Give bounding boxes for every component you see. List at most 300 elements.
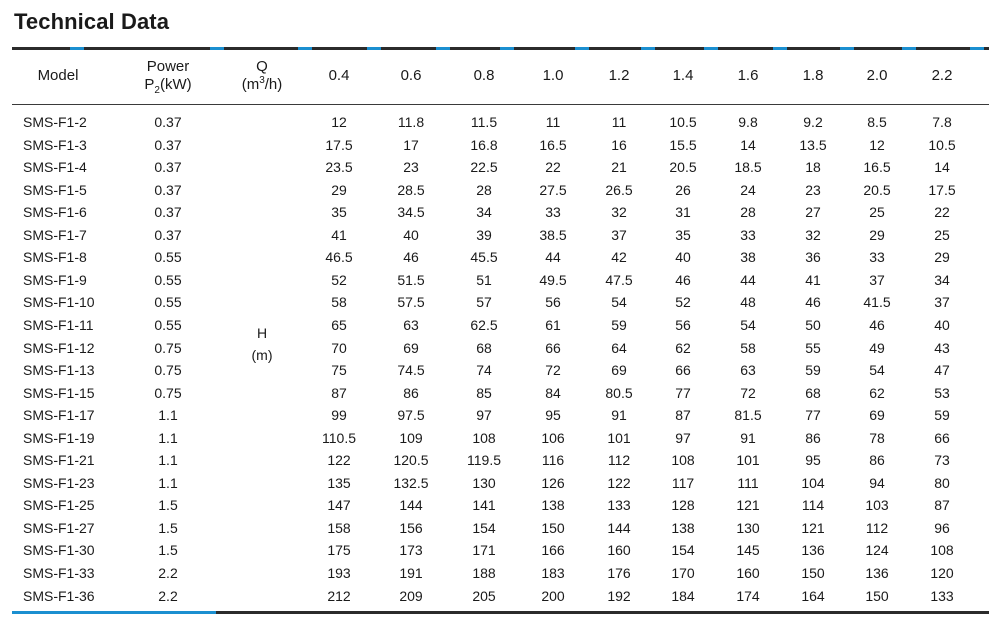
head-cell: 193 [327,565,351,581]
head-cell: 145 [736,542,760,559]
head-cell: 192 [607,587,631,604]
head-cell: 22.5 [470,159,498,176]
head-cell: 28 [740,204,756,221]
head-cell: 12 [331,114,347,130]
head-cell: 14 [934,159,950,176]
header-flow: 2.0 [866,67,888,84]
head-cell: 87 [675,407,691,424]
model-cell: SMS-F1-2 [23,114,87,130]
head-cell: 63 [403,316,419,333]
power-cell: 1.5 [158,519,178,536]
head-cell: 150 [865,587,889,604]
head-cell: 138 [671,519,695,536]
head-cell: 20.5 [863,181,891,198]
head-cell: 120.5 [393,452,429,469]
power-cell: 0.75 [154,339,182,356]
power-cell: 1.1 [158,474,178,491]
head-cell: 11.5 [470,114,498,130]
head-cell: 121 [801,519,825,536]
head-cell: 94 [869,474,885,491]
head-cell: 156 [399,519,423,536]
head-cell: 132.5 [393,474,429,491]
head-cell: 48 [740,294,756,311]
header-q-unit: $(m^3/h)$ [241,75,283,93]
head-cell: 59 [611,316,627,333]
head-cell: 34 [934,271,950,288]
head-cell: 54 [869,362,885,379]
table-bottom-accent [12,611,216,614]
power-cell: 1.1 [158,429,178,446]
header-flow: 1.2 [608,67,630,84]
head-cell: 40 [403,226,419,243]
head-cell: 65 [331,316,347,333]
head-cell: 74.5 [397,362,425,379]
head-cell: 11 [611,114,627,130]
head-cell: 7.8 [932,114,952,130]
model-cell: SMS-F1-23 [23,474,95,491]
head-cell: 42 [611,249,627,266]
header-flow: 1.0 [542,67,564,84]
head-cell: 37 [611,226,627,243]
head-cell: 87 [934,497,950,514]
head-cell: 184 [671,587,695,604]
head-cell: 58 [740,339,756,356]
power-cell: 0.37 [154,114,182,130]
model-cell: SMS-F1-7 [23,226,87,243]
head-cell: 35 [675,226,691,243]
head-cell: 154 [472,519,496,536]
head-cell: 33 [869,249,885,266]
head-cell: 111 [737,474,759,491]
head-cell: 14 [740,136,756,153]
head-cell: 8.5 [867,114,887,130]
head-cell: 133 [930,587,954,604]
head-cell: 205 [472,587,496,604]
head-cell: 136 [865,565,889,581]
head-cell: 57 [476,294,492,311]
head-cell: 54 [611,294,627,311]
head-cell: 174 [736,587,760,604]
head-cell: 77 [675,384,691,401]
header-power-unit: $P_2(kW)$ [144,76,192,96]
power-cell: 0.55 [154,294,182,311]
head-cell: 63 [740,362,756,379]
header-power-label: Power [146,58,190,75]
model-cell: SMS-F1-30 [23,542,95,559]
head-cell: 35 [331,204,347,221]
head-cell: 56 [675,316,691,333]
header-q-label: Q [256,58,268,75]
accent-tick [298,47,312,50]
head-cell: 130 [472,474,496,491]
head-cell: 110.5 [322,429,356,446]
model-cell: SMS-F1-9 [23,271,87,288]
head-cell: 34.5 [397,204,425,221]
head-cell: 44 [545,249,561,266]
model-cell: SMS-F1-21 [23,452,95,469]
head-cell: 173 [399,542,423,559]
head-cell: 41 [805,271,821,288]
power-cell: 1.1 [158,407,178,424]
head-cell: 36 [805,249,821,266]
head-cell: 29 [331,181,347,198]
head-unit-label [252,322,273,366]
head-cell: 52 [675,294,691,311]
power-cell: 0.55 [154,271,182,288]
head-cell: 114 [801,497,825,514]
head-cell: 22 [545,159,561,176]
power-cell: 2.2 [158,587,178,604]
head-cell: 37 [934,294,950,311]
head-cell: 86 [869,452,885,469]
head-cell: 80 [934,474,950,491]
head-cell: 45.5 [470,249,498,266]
head-cell: 16.8 [470,136,498,153]
power-cell: 0.37 [154,204,182,221]
model-cell: SMS-F1-3 [23,136,87,153]
head-cell: 17.5 [325,136,353,153]
power-cell: 0.75 [154,384,182,401]
accent-tick [70,47,84,50]
power-cell: 0.37 [154,159,182,176]
header-flow: 0.8 [473,67,495,84]
head-cell: 58 [331,294,347,311]
head-cell: 144 [607,519,631,536]
head-unit: (m) [251,347,273,363]
head-cell: 200 [541,587,565,604]
power-cell: 0.37 [154,226,182,243]
head-cell: 144 [399,497,423,514]
power-cell: 1.5 [158,497,178,514]
head-cell: 47 [934,362,950,379]
head-cell: 99 [331,407,347,424]
head-cell: 32 [805,226,821,243]
head-cell: 176 [607,565,631,581]
head-cell: 53 [934,384,950,401]
head-cell: 64 [611,339,627,356]
model-cell: SMS-F1-13 [23,362,95,379]
head-cell: 171 [472,542,496,559]
head-cell: 91 [740,429,756,446]
head-cell: 160 [607,542,631,559]
head-cell: 95 [545,407,561,424]
head-cell: 34 [476,204,492,221]
head-cell: 33 [545,204,561,221]
head-cell: 69 [611,362,627,379]
head-cell: 154 [671,542,695,559]
model-cell: SMS-F1-27 [23,519,95,536]
head-cell: 50 [805,316,821,333]
head-cell: 40 [675,249,691,266]
head-cell: 150 [541,519,565,536]
head-cell: 86 [805,429,821,446]
head-cell: 130 [736,519,760,536]
header-flow: 2.2 [931,67,953,84]
head-cell: 10.5 [669,114,697,130]
head-cell: 104 [801,474,825,491]
head-cell: 17.5 [928,181,956,198]
header-power [128,58,208,94]
head-cell: 56 [545,294,561,311]
head-cell: 97 [675,429,691,446]
head-cell: 158 [327,519,351,536]
power-cell: 0.37 [154,136,182,153]
head-cell: 18.5 [734,159,762,176]
accent-tick [840,47,854,50]
head-cell: 43 [934,339,950,356]
head-cell: 126 [541,474,565,491]
head-cell: 122 [327,452,351,469]
model-cell: SMS-F1-36 [23,587,95,604]
head-cell: 183 [541,565,565,581]
head-cell: 72 [545,362,561,379]
head-cell: 12 [869,136,885,153]
head-cell: 9.2 [803,114,823,130]
power-cell: 0.55 [154,316,182,333]
head-cell: 52 [331,271,347,288]
head-cell: 95 [805,452,821,469]
header-flow: 1.4 [672,67,694,84]
head-cell: 15.5 [669,136,697,153]
head-cell: 108 [472,429,496,446]
head-cell: 85 [476,384,492,401]
head-cell: 77 [805,407,821,424]
header-flow: 1.8 [802,67,824,84]
head-cell: 191 [399,565,423,581]
head-cell: 13.5 [799,136,827,153]
head-cell: 32 [611,204,627,221]
head-cell: 122 [607,474,631,491]
head-cell: 22 [934,204,950,221]
head-cell: 121 [736,497,760,514]
head-cell: 51 [476,271,492,288]
accent-tick [367,47,381,50]
power-cell: 1.1 [158,452,178,469]
power-cell: 1.5 [158,542,178,559]
header-q [222,58,302,94]
head-cell: 72 [740,384,756,401]
head-cell: 18 [805,159,821,176]
head-cell: 108 [671,452,695,469]
head-cell: 24 [740,181,756,198]
head-cell: 59 [805,362,821,379]
head-cell: 46.5 [325,249,353,266]
header-flow: 1.6 [737,67,759,84]
power-cell: 0.55 [154,249,182,266]
head-cell: 23.5 [325,159,353,176]
head-cell: 188 [472,565,496,581]
head-cell: 11 [545,114,561,130]
head-cell: 97 [476,407,492,424]
head-cell: 86 [403,384,419,401]
head-cell: 73 [934,452,950,469]
header-divider [12,104,989,105]
head-cell: 147 [327,497,351,514]
head-cell: 101 [736,452,760,469]
head-cell: 28 [476,181,492,198]
model-cell: SMS-F1-8 [23,249,87,266]
power-cell: 0.37 [154,181,182,198]
model-cell: SMS-F1-19 [23,429,95,446]
head-cell: 16.5 [539,136,567,153]
head-cell: 112 [607,452,631,469]
head-cell: 109 [399,429,423,446]
head-cell: 25 [934,226,950,243]
accent-tick [773,47,787,50]
head-cell: 46 [675,271,691,288]
head-cell: 59 [934,407,950,424]
head-cell: 108 [930,542,954,559]
head-cell: 133 [607,497,631,514]
head-cell: 170 [671,565,695,581]
head-cell: 23 [805,181,821,198]
head-cell: 66 [934,429,950,446]
accent-tick [641,47,655,50]
head-cell: 124 [865,542,889,559]
head-cell: 69 [403,339,419,356]
head-cell: 160 [736,565,760,581]
head-cell: 80.5 [605,384,633,401]
head-cell: 70 [331,339,347,356]
head-cell: 16 [611,136,627,153]
model-cell: SMS-F1-25 [23,497,95,514]
head-cell: 135 [327,474,351,491]
head-cell: 10.5 [928,136,956,153]
head-cell: 62 [869,384,885,401]
head-cell: 54 [740,316,756,333]
header-model: Model [37,67,79,84]
accent-tick [210,47,224,50]
head-cell: 62.5 [470,316,498,333]
head-cell: 68 [805,384,821,401]
head-cell: 91 [611,407,627,424]
head-cell: 26.5 [605,181,633,198]
header-flow: 0.4 [328,67,350,84]
head-cell: 40 [934,316,950,333]
head-cell: 141 [472,497,496,514]
head-cell: 33 [740,226,756,243]
accent-tick [575,47,589,50]
head-cell: 29 [934,249,950,266]
model-cell: SMS-F1-17 [23,407,95,424]
model-cell: SMS-F1-11 [23,316,94,333]
head-cell: 31 [675,204,691,221]
head-cell: 49.5 [539,271,567,288]
head-cell: 66 [675,362,691,379]
head-cell: 29 [869,226,885,243]
power-cell: 2.2 [158,565,178,581]
accent-tick [704,47,718,50]
head-cell: 46 [403,249,419,266]
head-cell: 106 [541,429,565,446]
head-cell: 38.5 [539,226,567,243]
head-cell: 27 [805,204,821,221]
head-cell: 150 [801,565,825,581]
head-cell: 23 [403,159,419,176]
head-cell: 120 [930,565,954,581]
head-cell: 51.5 [397,271,425,288]
head-cell: 11.8 [397,114,425,130]
head-cell: 69 [869,407,885,424]
head-cell: 78 [869,429,885,446]
head-cell: 46 [805,294,821,311]
head-cell: 116 [541,452,565,469]
head-cell: 119.5 [467,452,501,469]
head-cell: 26 [675,181,691,198]
model-cell: SMS-F1-12 [23,339,95,356]
head-cell: 21 [611,159,627,176]
head-label: H [256,325,268,341]
model-cell: SMS-F1-4 [23,159,87,176]
head-cell: 66 [545,339,561,356]
head-cell: 44 [740,271,756,288]
head-cell: 136 [801,542,825,559]
head-cell: 25 [869,204,885,221]
head-cell: 175 [327,542,351,559]
head-cell: 101 [607,429,631,446]
head-cell: 57.5 [397,294,425,311]
head-cell: 103 [865,497,889,514]
model-cell: SMS-F1-10 [23,294,95,311]
head-cell: 27.5 [539,181,567,198]
page-title: Technical Data [14,9,170,34]
accent-tick [902,47,916,50]
header-flow: 0.6 [400,67,422,84]
head-cell: 166 [541,542,565,559]
head-cell: 55 [805,339,821,356]
accent-tick [970,47,984,50]
accent-tick [500,47,514,50]
head-cell: 117 [671,474,695,491]
head-cell: 38 [740,249,756,266]
head-cell: 62 [675,339,691,356]
head-cell: 16.5 [863,159,891,176]
head-cell: 49 [869,339,885,356]
power-cell: 0.75 [154,362,182,379]
head-cell: 28.5 [397,181,425,198]
head-cell: 17 [403,136,419,153]
head-cell: 39 [476,226,492,243]
head-cell: 74 [476,362,492,379]
head-cell: 87 [331,384,347,401]
model-cell: SMS-F1-5 [23,181,87,198]
head-cell: 47.5 [605,271,633,288]
head-cell: 128 [671,497,695,514]
head-cell: 138 [541,497,565,514]
head-cell: 164 [801,587,825,604]
accent-tick [436,47,450,50]
head-cell: 61 [545,316,561,333]
model-cell: SMS-F1-6 [23,204,87,221]
head-cell: 97.5 [397,407,425,424]
head-cell: 41 [331,226,347,243]
head-cell: 75 [331,362,347,379]
head-cell: 9.8 [738,114,758,130]
head-cell: 46 [869,316,885,333]
head-cell: 37 [869,271,885,288]
head-cell: 81.5 [734,407,762,424]
model-cell: SMS-F1-33 [23,565,95,581]
head-cell: 212 [327,587,351,604]
head-cell: 209 [399,587,423,604]
model-cell: SMS-F1-15 [23,384,95,401]
head-cell: 20.5 [669,159,697,176]
head-cell: 84 [545,384,561,401]
head-cell: 68 [476,339,492,356]
head-cell: 112 [865,519,889,536]
head-cell: 96 [934,519,950,536]
head-cell: 41.5 [863,294,891,311]
